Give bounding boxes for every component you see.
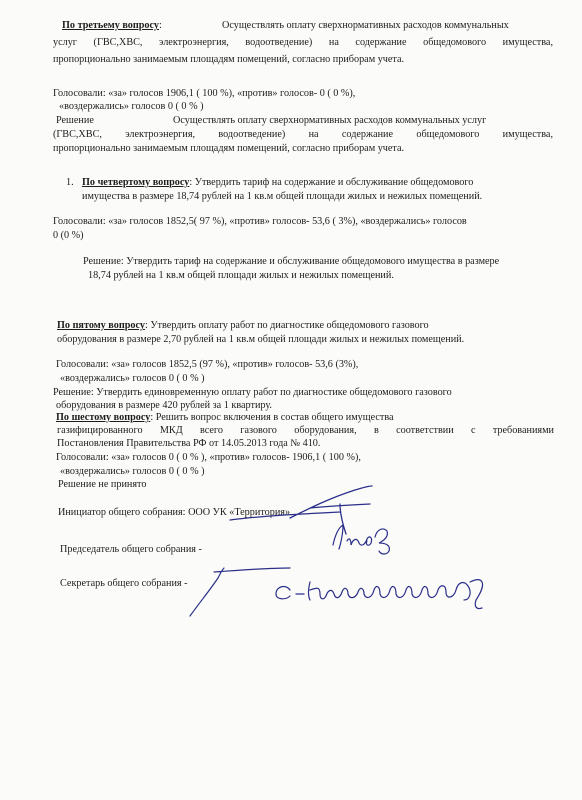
q4-number: 1. [66,177,74,188]
q6-decision: Решение не принято [58,479,147,490]
chairman-signature [325,515,405,560]
q3-decision-3: пропорционально занимаемым площадям помещений, согласно приборам учета. [53,143,405,154]
q3-heading-line [62,20,162,32]
q3-heading: По третьему вопросу [62,20,160,31]
q5-text-2: оборудования в размере 2,70 рублей на 1 кв.м общей площади жилых и нежилых помещений. [57,334,465,345]
initiator-line: Инициатор общего собрания: ООО УК «Территория» [58,507,291,518]
q5-text-1: : Утвердить оплату работ по диагностике общедомового газового [144,320,429,331]
q3-text-2: услуг (ГВС,ХВС, электроэнергия, водоотведение) на содержание общедомового имущества, [53,37,553,48]
q5-decision-2: оборудования в размере 420 рублей за 1 квартиру. [56,400,272,411]
q6-text-2: газифицированного МКД всего газового оборудования, в соответствии с требованиями [57,425,554,436]
q4-votes-2: 0 (0 %) [53,230,84,241]
q6-text-3: Постановления Правительства РФ от 14.05.2013 года № 410. [57,438,321,449]
q4-heading-line [82,177,473,189]
q5-votes-2: «воздержались» голосов 0 ( 0 % ) [60,373,205,384]
q3-text-1: Осуществлять оплату сверхнормативных расходов коммунальных [222,20,509,31]
q3-votes-1: Голосовали: «за» голосов 1906,1 ( 100 %), «против» голосов- 0 ( 0 %), [53,88,356,99]
q4-votes-1: Голосовали: «за» голосов 1852,5( 97 %), «против» голосов- 53,6 ( 3%), «воздержались» голосов [53,216,467,227]
q4-decision-2: 18,74 рублей на 1 кв.м общей площади жилых и нежилых помещений. [88,270,394,281]
q4-decision-1: Решение: Утвердить тариф на содержание и обслуживание общедомового имущества в размере [83,256,500,267]
q5-decision-1: Решение: Утвердить единовременную оплату работ по диагностике общедомового газового [53,387,452,398]
q5-votes-1: Голосовали: «за» голосов 1852,5 (97 %), «против» голосов- 53,6 (3%), [56,359,359,370]
q5-heading-line [57,320,429,332]
q3-decision-1: Осуществлять оплату сверхнормативных расходов коммунальных услуг [173,115,487,126]
q6-votes-2: «воздержались» голосов 0 ( 0 % ) [60,466,205,477]
q4-heading: По четвертому вопросу [82,177,190,188]
q3-decision-2: (ГВС,ХВС, электроэнергия, водоотведение) на содержание общедомового имущества, [53,129,553,140]
q6-text-1: : Решить вопрос включения в состав общего имущества [150,412,394,423]
q3-decision-label: Решение [56,115,94,126]
q3-votes-2: «воздержались» голосов 0 ( 0 % ) [59,101,204,112]
q5-heading: По пятому вопросу [57,320,145,331]
q4-text-2: имущества в размере 18,74 рублей на 1 кв.м общей площади жилых и нежилых помещений. [82,191,483,202]
q6-votes-1: Голосовали: «за» голосов 0 ( 0 % ), «против» голосов- 1906,1 ( 100 %), [56,452,361,463]
secretary-line: Секретарь общего собрания - [60,578,188,589]
q6-heading-line [56,412,394,424]
q6-heading: По шестому вопросу [56,412,151,423]
q4-text-1: : Утвердить тариф на содержание и обслуживание общедомового [189,177,474,188]
q3-text-3: пропорционально занимаемым площадям помещений, согласно приборам учета. [53,54,405,65]
chairman-line: Председатель общего собрания - [60,544,202,555]
secretary-signature [170,560,510,620]
q3-colon: : [159,20,162,31]
